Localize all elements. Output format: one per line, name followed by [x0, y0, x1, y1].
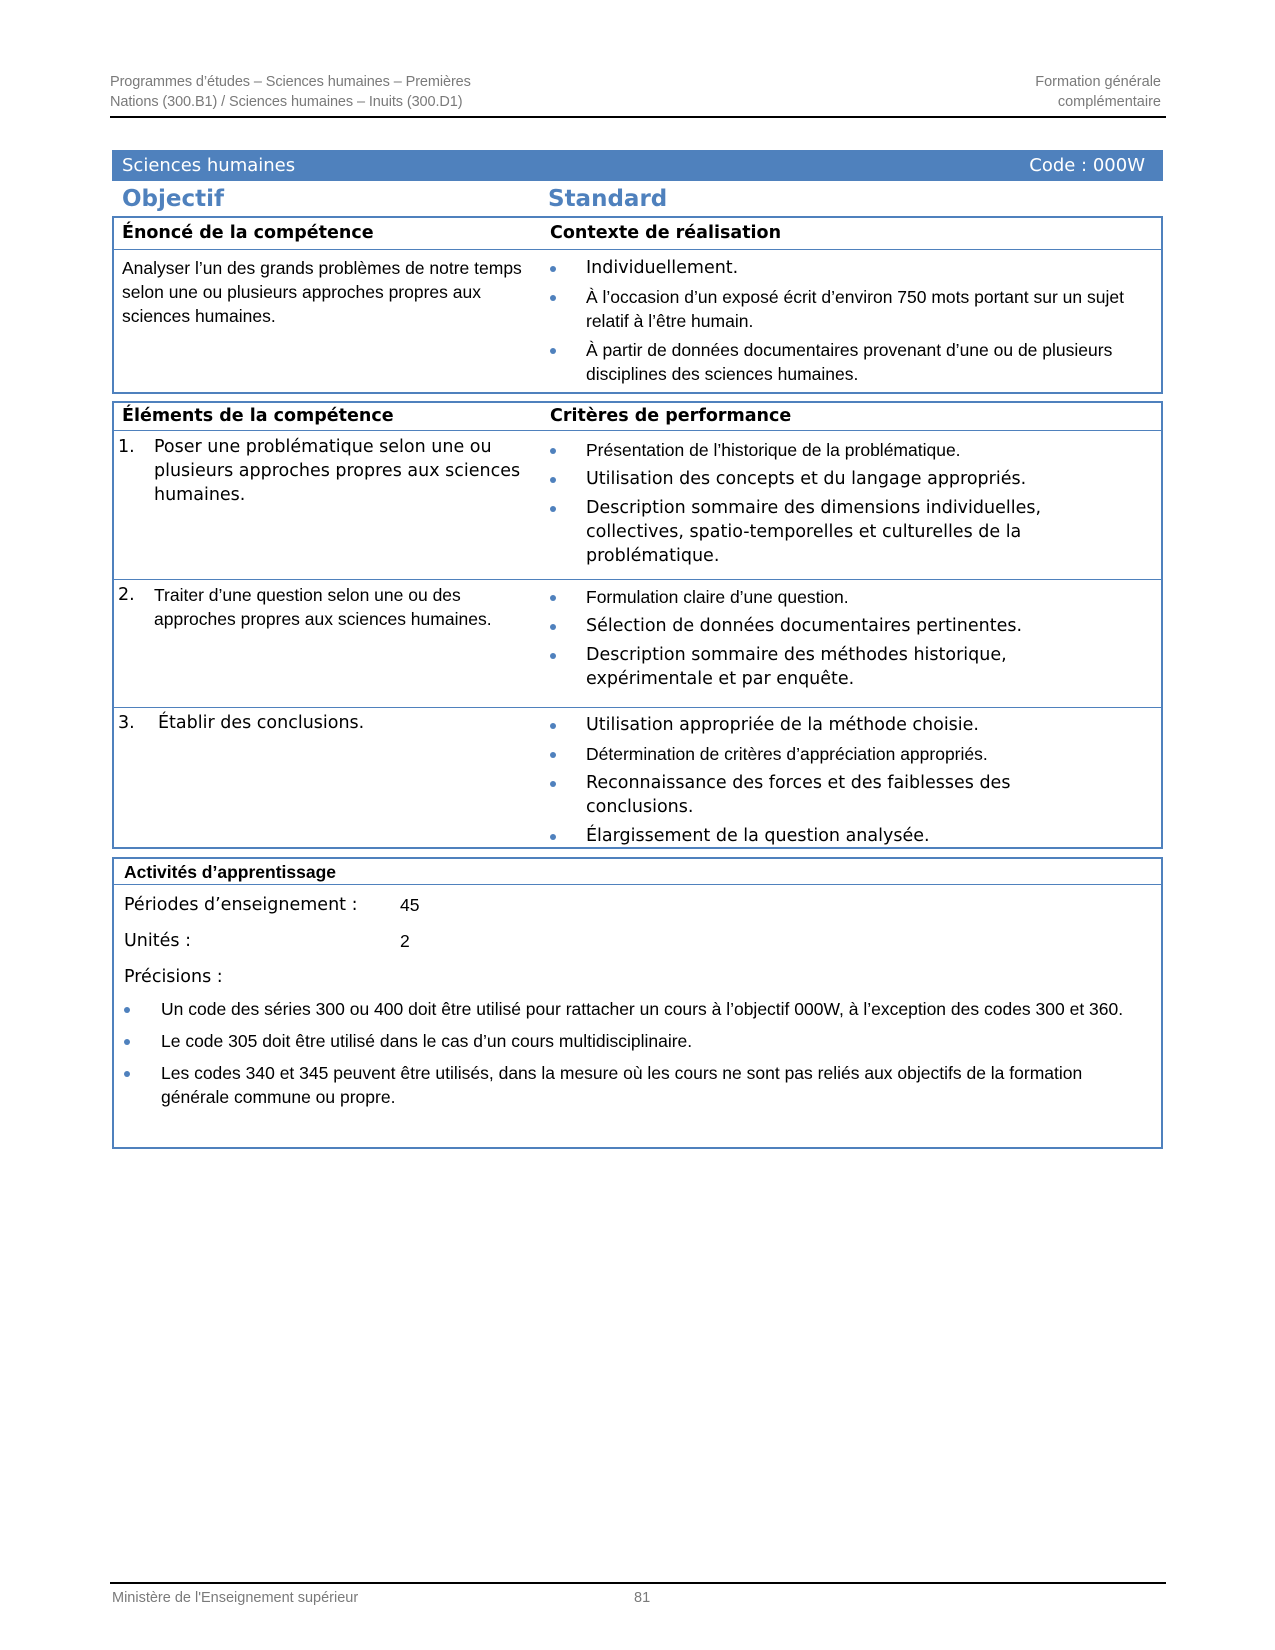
bullet-dot-icon [550, 477, 556, 483]
precision-item: Les codes 340 et 345 peuvent être utilisés, dans la mesure où les cours ne sont pas reliés aux objectifs de la formation générale commune ou propre. [124, 1061, 1146, 1109]
bullet-dot-icon [550, 295, 556, 301]
bullet-dot-icon [124, 1007, 130, 1013]
formation-type-line-2: complémentaire [1057, 94, 1161, 110]
bullet-dot-icon [124, 1071, 130, 1077]
precisions-list [124, 997, 1146, 1114]
elements-header: Éléments de la compétence [122, 406, 394, 426]
row-divider [114, 579, 1161, 580]
element-text: Poser une problématique selon une ou plusieurs approches propres aux sciences humaines. [154, 437, 521, 505]
program-title-line-1: Programmes d’études – Sciences humaines – Premières [110, 74, 471, 90]
criteria-item: Sélection de données documentaires pertinentes. [550, 614, 1110, 638]
precision-item: Le code 305 doit être utilisé dans le cas d’un cours multidisciplinaire. [124, 1029, 1146, 1053]
context-header: Contexte de réalisation [550, 223, 782, 243]
element-number: 3. [118, 713, 135, 733]
section-standard: Standard [548, 186, 668, 212]
criteria-header: Critères de performance [550, 406, 792, 426]
competence-table-header [114, 218, 1161, 250]
footer-divider [110, 1582, 1166, 1584]
bullet-dot-icon [550, 266, 556, 272]
element-text: Traiter d’une question selon une ou des approches propres aux sciences humaines. [154, 585, 492, 629]
criteria-list [550, 585, 1110, 696]
discipline-name: Sciences humaines [122, 155, 296, 176]
bullet-dot-icon [550, 653, 556, 659]
activities-table-header [114, 859, 1161, 885]
competence-table [112, 216, 1163, 394]
activities-table [112, 857, 1163, 1149]
criteria-list [550, 438, 1110, 573]
objective-code: Code : 000W [1029, 155, 1145, 176]
criteria-list [550, 713, 1110, 853]
criteria-item: Présentation de l’historique de la problématique. [550, 438, 1110, 462]
bullet-dot-icon [550, 348, 556, 354]
statement-header: Énoncé de la compétence [122, 223, 374, 243]
page-header [110, 72, 1166, 118]
footer-publisher: Ministère de l'Enseignement supérieur [112, 1590, 359, 1606]
bullet-dot-icon [550, 448, 556, 454]
row-divider [114, 707, 1161, 708]
periods-label: Périodes d’enseignement : [124, 895, 358, 915]
bullet-dot-icon [124, 1039, 130, 1045]
activities-header: Activités d’apprentissage [124, 862, 337, 882]
formation-type-line-1: Formation générale [1035, 74, 1161, 90]
criteria-item: Reconnaissance des forces et des faiblesses des conclusions. [550, 771, 1110, 819]
bullet-dot-icon [550, 595, 556, 601]
criteria-item: Détermination de critères d’appréciation appropriés. [550, 742, 1110, 766]
context-item: À l’occasion d’un exposé écrit d’environ 750 mots portant sur un sujet relatif à l’être humain. [550, 285, 1150, 333]
element-text: Établir des conclusions. [158, 713, 365, 733]
bullet-dot-icon [550, 723, 556, 729]
context-item: À partir de données documentaires provenant d’une ou de plusieurs disciplines des sciences humaines. [550, 338, 1150, 386]
criteria-item: Formulation claire d’une question. [550, 585, 1110, 609]
bullet-dot-icon [550, 506, 556, 512]
section-objectif: Objectif [122, 186, 225, 212]
precisions-label: Précisions : [124, 967, 223, 987]
criteria-item: Élargissement de la question analysée. [550, 824, 1110, 848]
program-title-line-2: Nations (300.B1) / Sciences humaines – Inuits (300.D1) [110, 94, 463, 110]
elements-table [112, 401, 1163, 849]
bullet-dot-icon [550, 752, 556, 758]
element-number: 2. [118, 585, 135, 605]
page-number: 81 [634, 1590, 651, 1606]
program-title [110, 72, 471, 112]
units-value: 2 [400, 931, 410, 951]
element-number: 1. [118, 437, 135, 457]
criteria-item: Description sommaire des dimensions individuelles, collectives, spatio-temporelles et culturelles de la problématique. [550, 496, 1110, 568]
bullet-dot-icon [550, 781, 556, 787]
elements-table-header [114, 403, 1161, 431]
discipline-title-bar [112, 150, 1163, 181]
bullet-dot-icon [550, 624, 556, 630]
periods-value: 45 [400, 895, 420, 915]
context-list [550, 256, 1150, 391]
criteria-item: Utilisation appropriée de la méthode choisie. [550, 713, 1110, 737]
criteria-item: Description sommaire des méthodes historique, expérimentale et par enquête. [550, 643, 1110, 691]
precision-item: Un code des séries 300 ou 400 doit être utilisé pour rattacher un cours à l’objectif 000W, à l’exception des codes 300 et 360. [124, 997, 1146, 1021]
bullet-dot-icon [550, 834, 556, 840]
competence-statement: Analyser l’un des grands problèmes de notre temps selon une ou plusieurs approches propres aux sciences humaines. [122, 258, 522, 326]
criteria-item: Utilisation des concepts et du langage appropriés. [550, 467, 1110, 491]
formation-type [1035, 72, 1161, 112]
context-item: Individuellement. [550, 256, 1150, 280]
units-label: Unités : [124, 931, 191, 951]
